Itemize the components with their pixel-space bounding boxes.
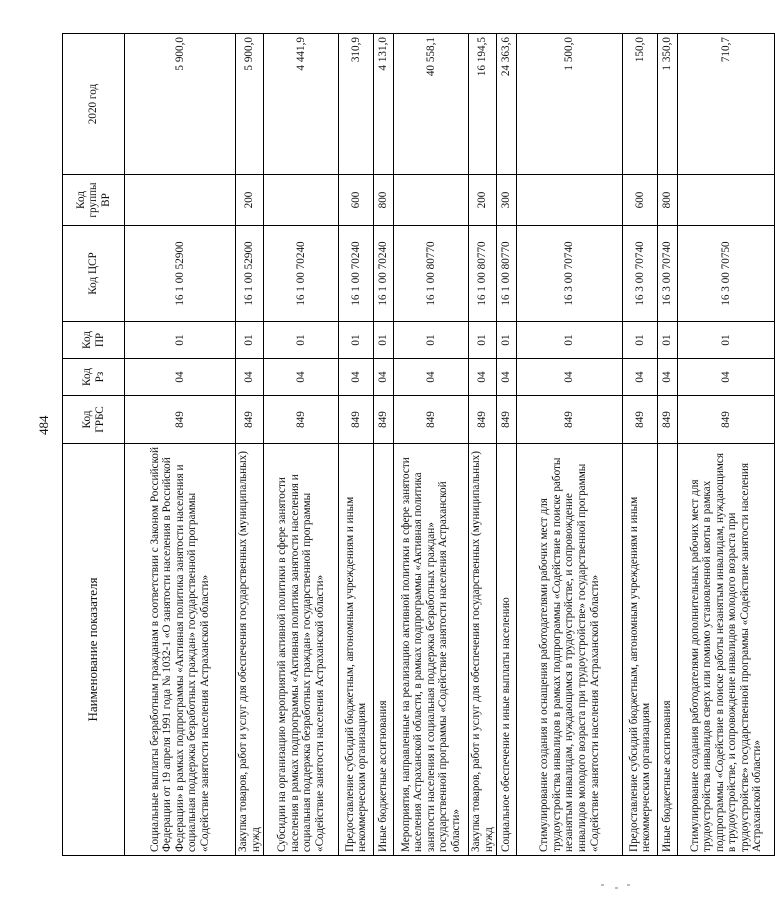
row-value: 24 363,6 [497,34,517,175]
rotated-page-content [62,34,764,856]
row-vr [517,175,623,226]
row-grbs: 849 [623,396,658,444]
row-pr: 01 [374,322,394,359]
table-row [658,34,678,856]
scan-speck [601,884,604,886]
row-grbs: 849 [658,396,678,444]
row-grbs: 849 [236,396,264,444]
row-csr: 16 3 00 70750 [678,226,775,322]
row-csr: 16 1 00 70240 [339,226,374,322]
row-value: 710,7 [678,34,775,175]
row-pr: 01 [623,322,658,359]
row-pr: 01 [658,322,678,359]
row-rz: 04 [236,359,264,396]
row-name: Иные бюджетные ассигнования [374,444,394,856]
row-pr: 01 [497,322,517,359]
row-grbs: 849 [678,396,775,444]
row-value: 5 900,0 [236,34,264,175]
row-vr: 600 [623,175,658,226]
row-pr: 01 [469,322,497,359]
row-grbs: 849 [497,396,517,444]
table-row [374,34,394,856]
row-vr [125,175,236,226]
row-rz: 04 [658,359,678,396]
row-grbs: 849 [517,396,623,444]
row-pr: 01 [125,322,236,359]
row-grbs: 849 [394,396,469,444]
header-name: Наименование показателя [63,444,125,856]
row-pr: 01 [517,322,623,359]
row-name: Стимулирование создания работодателями дополнительных рабочих мест для трудоустройства инвалидов сверх или помимо установленной квоты в рамках подпрограммы «Содействие в поиске работы незанятым инвалидам, нуждающимся в трудоустройстве, и сопровождение инвалидов молодого возраста при трудоустройстве» государственной программы «Содействие занятости населения Астраханской области» [678,444,775,856]
row-name: Закупка товаров, работ и услуг для обеспечения государственных (муниципальных) нужд [469,444,497,856]
row-pr: 01 [264,322,339,359]
header-vr: Код группы ВР [63,175,125,226]
row-csr: 16 1 00 80770 [469,226,497,322]
row-pr: 01 [678,322,775,359]
row-name: Социальное обеспечение и иные выплаты населению [497,444,517,856]
row-rz: 04 [264,359,339,396]
row-rz: 04 [497,359,517,396]
row-name: Иные бюджетные ассигнования [658,444,678,856]
row-grbs: 849 [469,396,497,444]
row-csr: 16 3 00 70740 [517,226,623,322]
row-value: 5 900,0 [125,34,236,175]
row-rz: 04 [517,359,623,396]
row-rz: 04 [623,359,658,396]
row-name: Социальные выплаты безработным гражданам в соответствии с Законом Российской Федерации от 19 апреля 1991 года № 1032-1 «О занятости населения в Российской Федерации» в рамках подпрограммы «Активная политика занятости населения и социальная поддержка безработных граждан» государственной программы «Содействие занятости населения Астраханской области» [125,444,236,856]
table-row [678,34,775,856]
row-grbs: 849 [264,396,339,444]
row-csr: 16 1 00 70240 [374,226,394,322]
row-pr: 01 [339,322,374,359]
row-value: 16 194,5 [469,34,497,175]
table-row [125,34,236,856]
scan-speck [615,887,618,889]
table-row [264,34,339,856]
row-rz: 04 [339,359,374,396]
header-grbs: Код ГРБС [63,396,125,444]
row-value: 1 500,0 [517,34,623,175]
table-row [236,34,264,856]
row-csr: 16 1 00 52900 [125,226,236,322]
table-row [469,34,497,856]
row-csr: 16 1 00 80770 [497,226,517,322]
row-csr: 16 1 00 70240 [264,226,339,322]
row-name: Закупка товаров, работ и услуг для обеспечения государственных (муниципальных) нужд [236,444,264,856]
header-rz: Код Рз [63,359,125,396]
row-pr: 01 [394,322,469,359]
row-name: Стимулирование создания и оснащения работодателями рабочих мест для трудоустройства инвалидов в рамках подпрограммы «Содействие в поиске работы незанятым инвалидам, нуждающимся в трудоустройстве, и сопровождение инвалидов молодого возраста при трудоустройстве» государственной программы «Содействие занятости населения Астраханской области» [517,444,623,856]
page-number: 484 [36,415,51,435]
row-vr [678,175,775,226]
header-csr: Код ЦСР [63,226,125,322]
row-vr: 600 [339,175,374,226]
table-header-row [63,34,125,856]
row-grbs: 849 [125,396,236,444]
row-vr [264,175,339,226]
header-year: 2020 год [63,34,125,175]
budget-table [62,33,775,856]
row-vr: 300 [497,175,517,226]
row-pr: 01 [236,322,264,359]
table-row [497,34,517,856]
row-vr: 800 [658,175,678,226]
scan-speck [627,884,630,886]
row-grbs: 849 [339,396,374,444]
row-csr: 16 3 00 70740 [623,226,658,322]
row-csr: 16 1 00 80770 [394,226,469,322]
row-value: 150,0 [623,34,658,175]
row-value: 40 558,1 [394,34,469,175]
row-name: Субсидии на организацию мероприятий активной политики в сфере занятости населения в рамках подпрограммы «Активная политика занятости населения и социальная поддержка безработных граждан» государственной программы «Содействие занятости населения Астраханской области» [264,444,339,856]
row-rz: 04 [374,359,394,396]
table-row [623,34,658,856]
row-value: 310,9 [339,34,374,175]
row-name: Предоставление субсидий бюджетным, автономным учреждениям и иным некоммерческим организациям [623,444,658,856]
table-row [394,34,469,856]
row-value: 4 131,0 [374,34,394,175]
row-vr [394,175,469,226]
row-vr: 800 [374,175,394,226]
row-rz: 04 [678,359,775,396]
header-pr: Код ПР [63,322,125,359]
row-vr: 200 [469,175,497,226]
row-rz: 04 [125,359,236,396]
row-csr: 16 1 00 52900 [236,226,264,322]
row-grbs: 849 [374,396,394,444]
table-row [339,34,374,856]
row-rz: 04 [394,359,469,396]
row-rz: 04 [469,359,497,396]
row-value: 1 350,0 [658,34,678,175]
row-vr: 200 [236,175,264,226]
row-value: 4 441,9 [264,34,339,175]
row-csr: 16 3 00 70740 [658,226,678,322]
row-name: Предоставление субсидий бюджетным, автономным учреждениям и иным некоммерческим организациям [339,444,374,856]
row-name: Мероприятия, направленные на реализацию активной политики в сфере занятости населения Астраханской области, в рамках подпрограммы «Активная политика занятости населения и социальная поддержка безработных граждан» государственной программы «Содействие занятости населения Астраханской области» [394,444,469,856]
table-row [517,34,623,856]
